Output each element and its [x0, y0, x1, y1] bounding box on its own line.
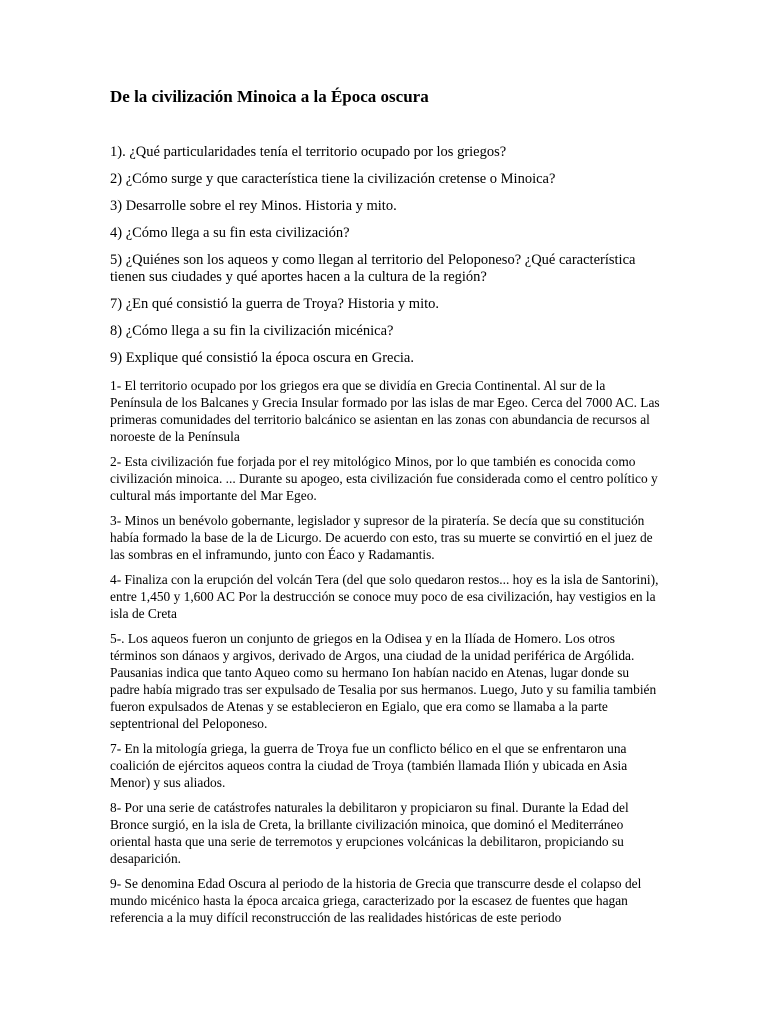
- question-2: 2) ¿Cómo surge y que característica tiene la civilización cretense o Minoica?: [110, 171, 556, 187]
- answer-1: 1- El territorio ocupado por los griegos era que se dividía en Grecia Continental. Al sur de la Península de los Balcanes y Grecia Insular formado por las islas de mar Egeo. Cerca del 7000 AC. Las primeras comunidades del territorio balcánico se asientan en las zonas con abundancia de recursos al noroeste de la Península: [110, 378, 660, 444]
- question-4: 4) ¿Cómo llega a su fin esta civilización?: [110, 225, 350, 241]
- answer-7: 7- En la mitología griega, la guerra de Troya fue un conflicto bélico en el que se enfrentaron una coalición de ejércitos aqueos contra la ciudad de Troya (también llamada Ilión y ubicada en Asia Menor) y sus aliados.: [110, 741, 628, 790]
- question-1: 1). ¿Qué particularidades tenía el territorio ocupado por los griegos?: [110, 144, 507, 160]
- answer-9: 9- Se denomina Edad Oscura al periodo de la historia de Grecia que transcurre desde el colapso del mundo micénico hasta la época arcaica griega, caracterizado por la escasez de fuentes que hagan referencia a la muy difícil reconstrucción de las realidades históricas de este periodo: [110, 876, 642, 925]
- answer-2: 2- Esta civilización fue forjada por el rey mitológico Minos, por lo que también es conocida como civilización minoica. ... Durante su apogeo, esta civilización fue considerada como el centro político y cultural más importante del Mar Egeo.: [110, 454, 658, 503]
- answer-5: 5-. Los aqueos fueron un conjunto de griegos en la Odisea y en la Ilíada de Homero. Los otros términos son dánaos y argivos, derivado de Argos, una ciudad de la unidad periférica de Argólida. Pausanias indica que tanto Aqueo como su hermano Ion habían nacido en Atenas, lugar donde su padre había migrado tras ser expulsado de Tesalia por sus hermanos. Luego, Juto y su familia también fueron expulsados de Atenas y se establecieron en Egialo, que era como se llamaba a la parte septentrional del Peloponeso.: [110, 631, 657, 731]
- question-8: 8) ¿Cómo llega a su fin la civilización micénica?: [110, 323, 394, 339]
- answer-list: [110, 377, 660, 926]
- question-3: 3) Desarrolle sobre el rey Minos. Historia y mito.: [110, 198, 397, 214]
- document-title: De la civilización Minoica a la Época oscura: [110, 87, 429, 106]
- answer-3: 3- Minos un benévolo gobernante, legislador y supresor de la piratería. Se decía que su constitución había formado la base de la de Licurgo. De acuerdo con esto, tras su muerte se convirtió en el juez de las sombras en el inframundo, junto con Éaco y Radamantis.: [110, 513, 653, 562]
- answer-4: 4- Finaliza con la erupción del volcán Tera (del que solo quedaron restos... hoy es la isla de Santorini), entre 1,450 y 1,600 AC Por la destrucción se conoce muy poco de esa civilización, hay vestigios en la isla de Creta: [110, 572, 659, 621]
- question-7: 7) ¿En qué consistió la guerra de Troya? Historia y mito.: [110, 296, 440, 312]
- question-9: 9) Explique qué consistió la época oscura en Grecia.: [110, 350, 414, 366]
- question-5: 5) ¿Quiénes son los aqueos y como llegan al territorio del Peloponeso? ¿Qué característica tienen sus ciudades y qué aportes hacen a la cultura de la región?: [110, 252, 636, 285]
- answer-8: 8- Por una serie de catástrofes naturales la debilitaron y propiciaron su final. Durante la Edad del Bronce surgió, en la isla de Creta, la brillante civilización minoica, que dominó el Mediterráneo oriental hasta que una serie de terremotos y erupciones volcánicas la debilitaron, propiciando su desaparición.: [110, 800, 629, 866]
- question-list: [110, 144, 660, 367]
